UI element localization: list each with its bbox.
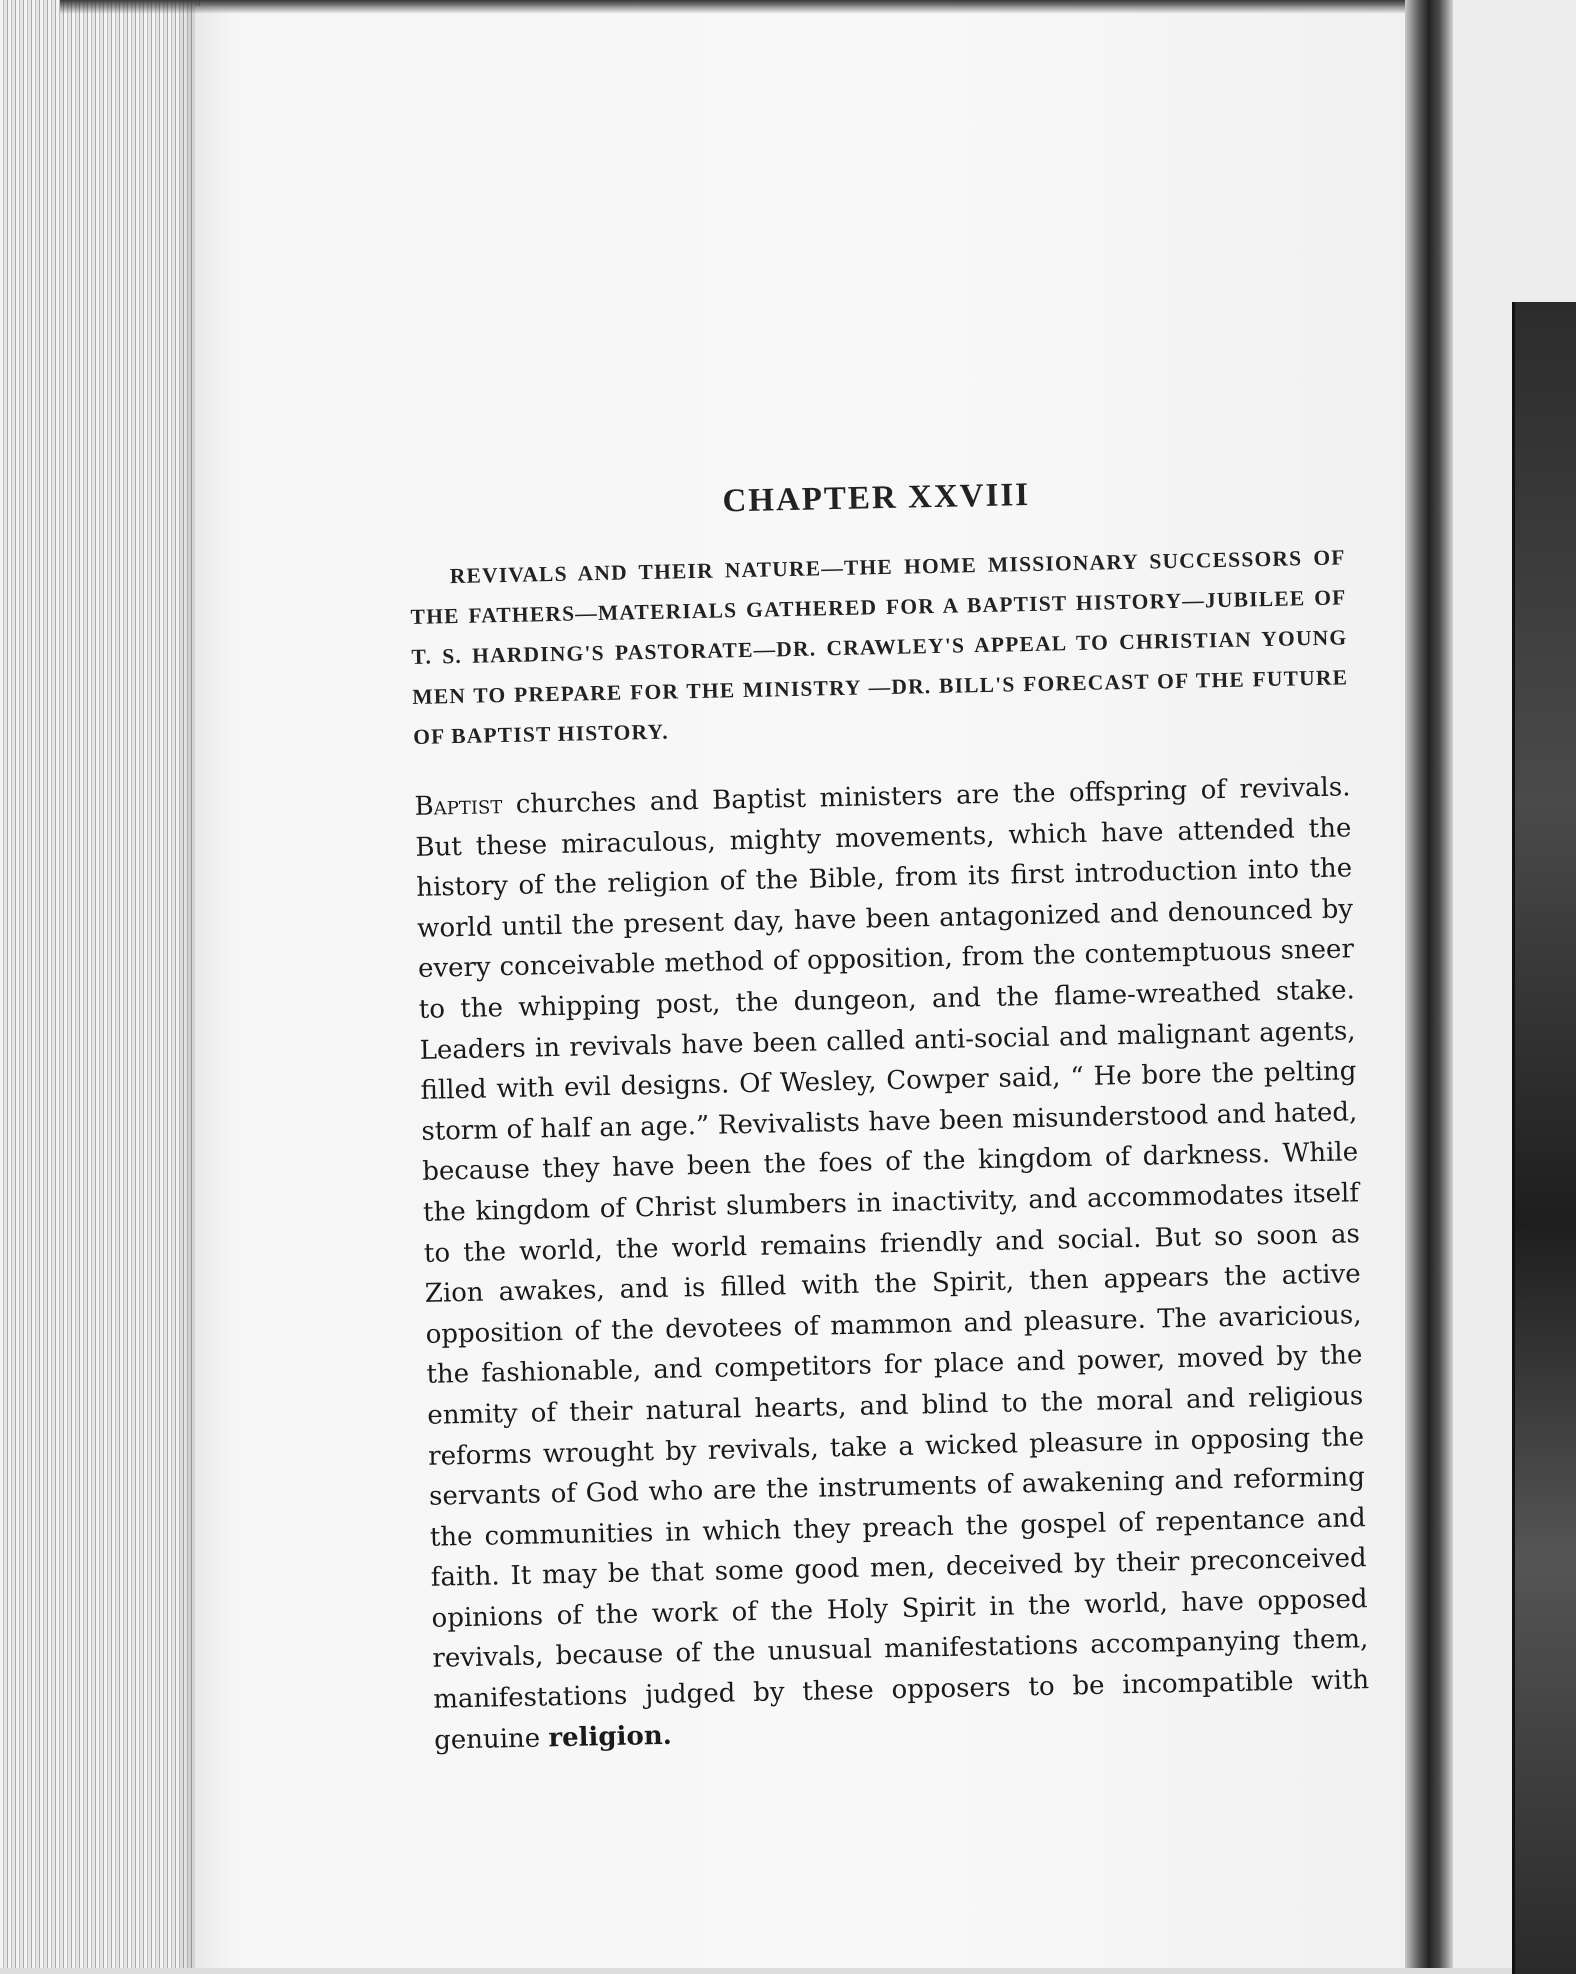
book-gutter: [1405, 0, 1453, 1968]
chapter-title: CHAPTER XXVIII: [722, 476, 1031, 520]
top-shadow: [60, 0, 1420, 14]
body-text: churches and Baptist ministers are the offspring of revivals. But these miraculous, mighty movements, which have attended the history of the religion of the Bible, from its first introduction into the world until the present day, have been antagonized and denounced by every conceivable method of opposition, from the contemptuous sneer to the whipping post, the dungeon, and the flame-wreathed stake. Leaders in revivals have been called anti-social and malignant agents, filled with evil designs. Of Wesley, Cowper said, “ He bore the pelting storm of half an age.” Revivalists have been misunderstood and hated, because they have been the foes of the kingdom of darkness. While the kingdom of Christ slumbers in inactivity, and accommodates itself to the world, the world remains friendly and social. But so soon as Zion awakes, and is filled with the Spirit, then appears the active opposition of the devotees of mammon and pleasure. The avaricious, the fashionable, and competitors for place and power, moved by the enmity of their natural hearts, and blind to the moral and religious reforms wrought by revivals, take a wicked pleasure in opposing the servants of God who are the instruments of awakening and reforming the communities in which they preach the gospel of repentance and faith. It may be that some good men, deceived by their preconceived opinions of the work of the Holy Spirit in the world, have opposed revivals, because of the unusual manifestations accompanying them, manifestations judged by these opposers to be incompatible with genuine: [415, 772, 1370, 1756]
opening-word: Baptist: [414, 790, 503, 822]
chapter-summary: REVIVALS AND THEIR NATURE—THE HOME MISSIONARY SUCCESSORS OF THE FATHERS—MATERIALS GATHERED FOR A BAPTIST HISTORY—JUBILEE OF T. S. HARDING'S PASTORATE—DR. CRAWLEY'S APPEAL TO CHRISTIAN YOUNG MEN TO PREPARE FOR THE MINISTRY —DR. BILL'S FORECAST OF THE FUTURE OF BAPTIST HISTORY.: [410, 545, 1349, 749]
facing-page-plate-image: [1512, 302, 1576, 1974]
closing-word: religion.: [548, 1720, 673, 1753]
book-page-edges: [0, 0, 200, 1968]
page-text-block: [408, 470, 1370, 1761]
body-paragraph: [414, 767, 1370, 1761]
